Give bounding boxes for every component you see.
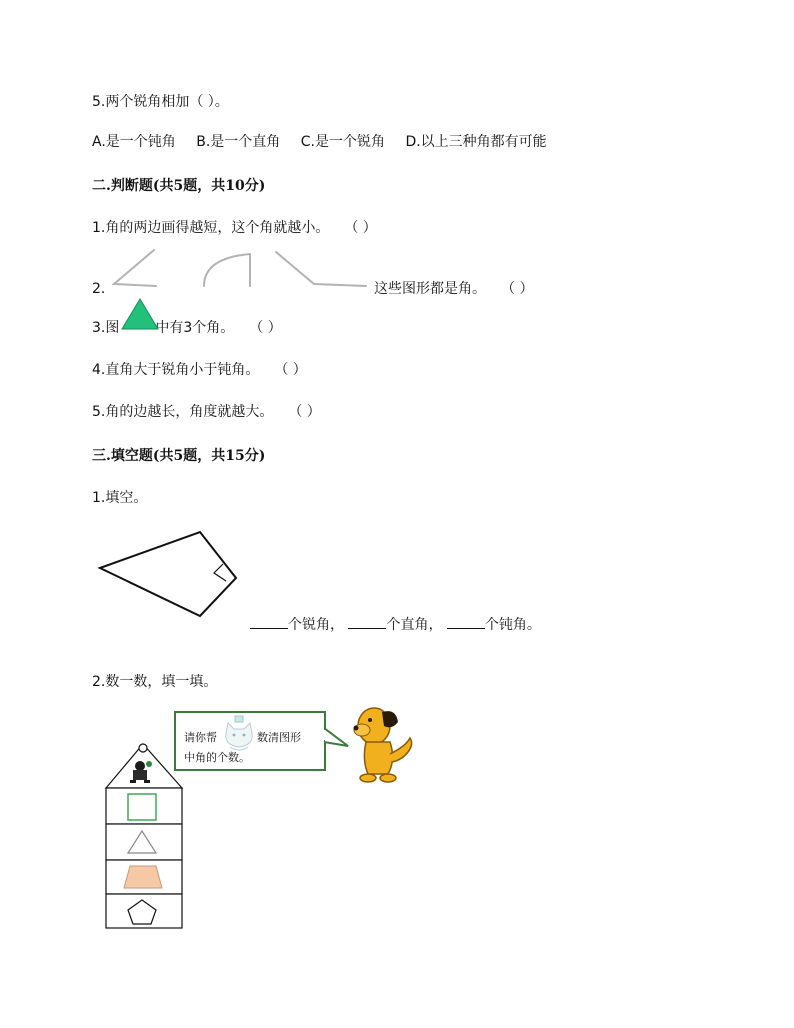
label-obtuse: 个钝角。 [484, 617, 541, 633]
judge-item-2-paren: （ ） [508, 281, 534, 297]
judge-item-5-text: 角的边越长，角度就越大。 [105, 404, 274, 420]
judge-item-4-num: 4. [92, 362, 106, 378]
option-b: B.是一个直角 [196, 134, 281, 150]
green-triangle [122, 299, 158, 329]
judge-item-4-paren: （ ） [281, 362, 307, 378]
blank-acute[interactable] [250, 614, 288, 629]
orange-trapezoid [124, 866, 162, 888]
blank-right[interactable] [348, 614, 386, 629]
quadrilateral-figure [96, 528, 244, 620]
dog-character-icon [346, 700, 420, 784]
judge-item-4-text: 直角大于锐角小于钝角。 [105, 362, 260, 378]
judge-item-3-num: 3. [92, 320, 106, 336]
green-square [128, 794, 156, 820]
judge-item-4 [92, 360, 307, 380]
section-2-heading: 二.判断题(共5题，共10分) [92, 178, 266, 194]
bubble-line-2: 中角的个数。 [184, 751, 250, 764]
judge-item-1-num: 1. [92, 220, 106, 236]
option-c: C.是一个锐角 [300, 134, 385, 150]
fill-question-2-stem: 2.数一数，填一填。 [92, 674, 218, 690]
bubble-text-pre: 请你帮 [184, 731, 217, 744]
shape-house-figure [100, 742, 186, 932]
judge-item-3-post: 中有3个角。 [155, 320, 235, 336]
judge-item-5 [92, 402, 321, 422]
judge-item-3-pre: 图 [105, 320, 120, 336]
sketch-arc-shape [204, 254, 250, 286]
judge-item-1 [92, 218, 377, 238]
option-d: D.以上三种角都有可能 [405, 134, 547, 150]
judge-item-1-text: 角的两边画得越短，这个角就越小。 [105, 220, 330, 236]
fill-question-1-stem: 1.填空。 [92, 490, 148, 506]
judge-item-1-paren: （ ） [351, 220, 377, 236]
judge-item-3-paren: （ ） [256, 320, 282, 336]
label-right: 个直角， [386, 617, 443, 633]
label-acute: 个锐角， [288, 617, 344, 633]
judge-item-2-label: 这些图形都是角。 [374, 281, 486, 297]
section-3-heading: 三.填空题(共5题，共15分) [92, 448, 266, 464]
question-5-options [92, 132, 563, 152]
bubble-text-post: 数清图形 [257, 731, 301, 744]
judge-item-5-num: 5. [92, 404, 106, 420]
roof-knob [139, 744, 147, 752]
option-a: A.是一个钝角 [92, 134, 176, 150]
cat-character-icon [220, 715, 258, 755]
judge-item-2-num: 2. [92, 281, 106, 297]
blank-obtuse[interactable] [447, 614, 485, 629]
fill-question-1-blanks [250, 614, 541, 635]
right-angle-mark [214, 564, 226, 581]
angle-sketches-figure [104, 246, 374, 298]
green-triangle-figure [120, 297, 160, 331]
sketch-angle-1 [114, 250, 156, 286]
judge-item-5-paren: （ ） [295, 404, 321, 420]
judge-item-2-text [374, 279, 533, 299]
sketch-angle-3 [276, 252, 366, 286]
question-5-stem: 5.两个锐角相加（ ）。 [92, 94, 229, 110]
speech-bubble [174, 711, 326, 771]
